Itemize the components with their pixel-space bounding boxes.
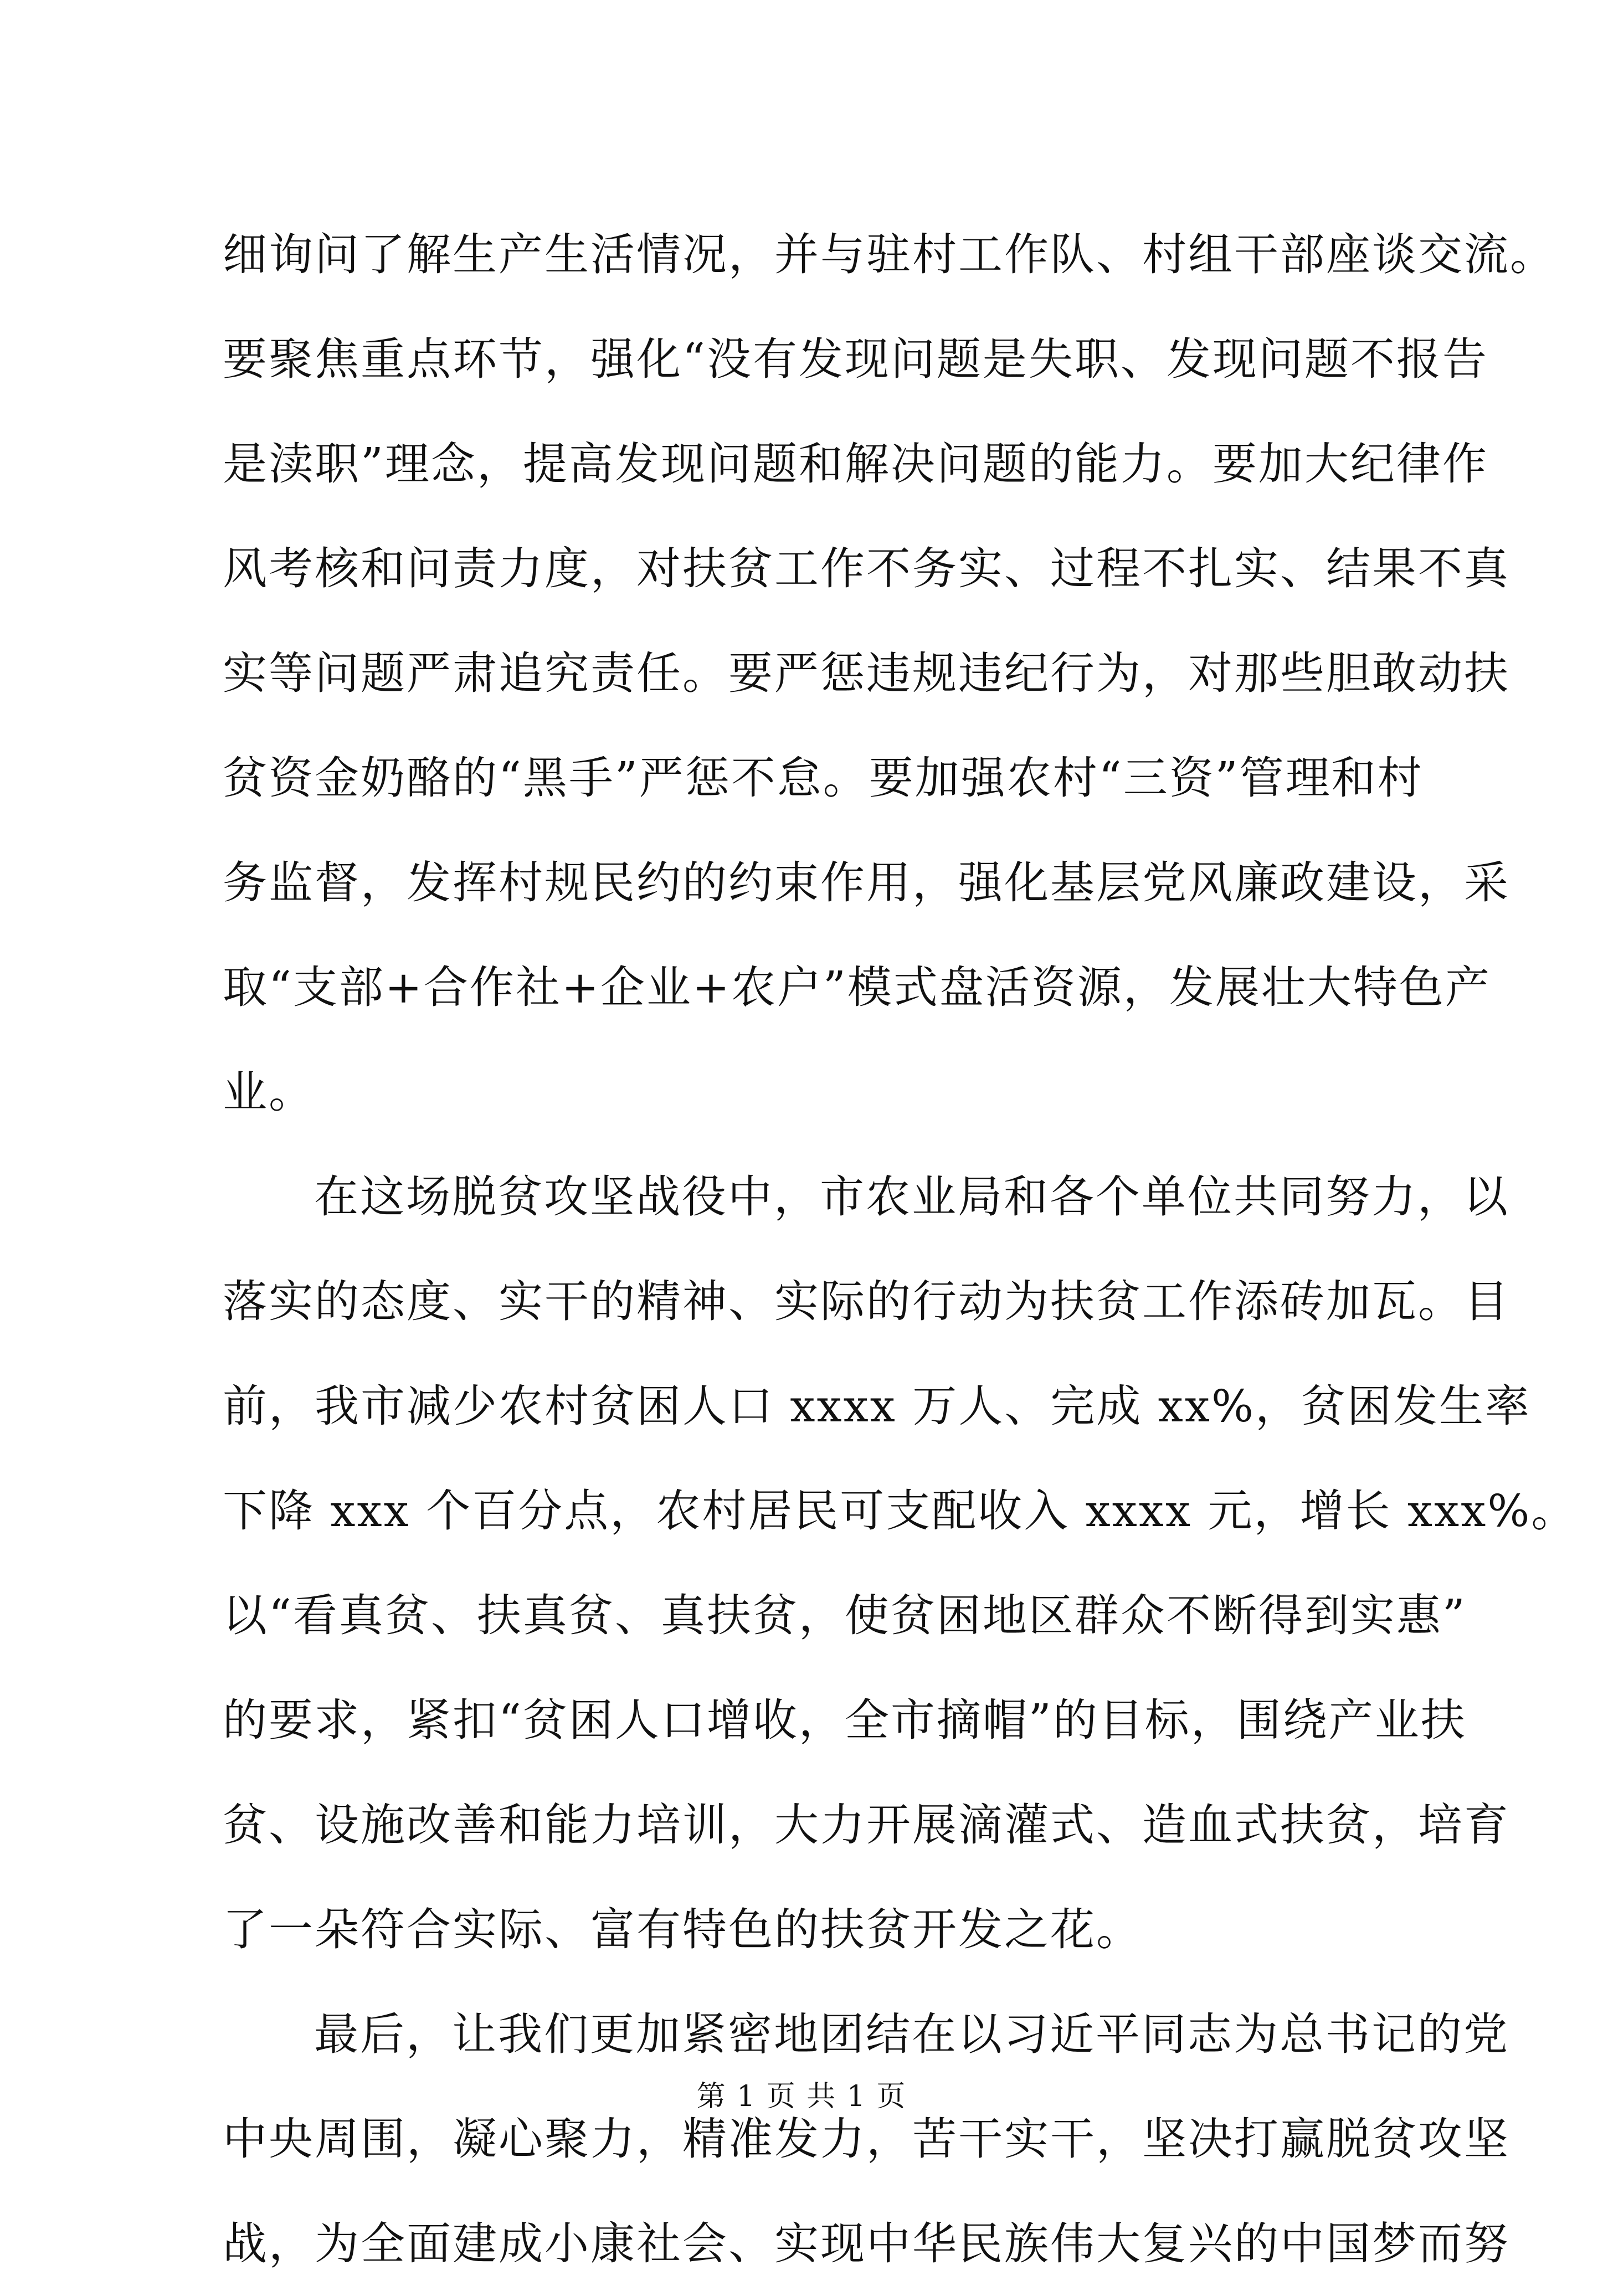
paragraph-1-line-1: 细询问了解生产生活情况，并与驻村工作队、村组干部座谈交流。 — [223, 229, 1556, 280]
paragraph-2-line-3: 前，我市减少农村贫困人口 xxxx 万人、完成 xx%，贫困发生率 — [223, 1380, 1532, 1432]
paragraph-2-line-7: 贫、设施改善和能力培训，大力开展滴灌式、造血式扶贫，培育 — [223, 1799, 1510, 1851]
paragraph-1-line-5: 实等问题严肃追究责任。要严惩违规违纪行为，对那些胆敢动扶 — [223, 648, 1510, 699]
paragraph-3-line-3: 战，为全面建成小康社会、实现中华民族伟大复兴的中国梦而努 — [223, 2218, 1510, 2269]
paragraph-3-line-2: 中央周围，凝心聚力，精准发力，苦干实干，坚决打赢脱贫攻坚 — [223, 2113, 1510, 2165]
page-footer: 第 1 页 共 1 页 — [696, 2080, 907, 2113]
paragraph-2-line-8: 了一朵符合实际、富有特色的扶贫开发之花。 — [223, 1904, 1142, 1955]
body-text — [223, 202, 1578, 2296]
paragraph-1-line-2: 要聚焦重点环节，强化“没有发现问题是失职、发现问题不报告 — [223, 333, 1488, 385]
paragraph-1-line-7: 务监督，发挥村规民约的约束作用，强化基层党风廉政建设，采 — [223, 857, 1510, 908]
paragraph-1-line-4: 风考核和问责力度，对扶贫工作不务实、过程不扎实、结果不真 — [223, 543, 1510, 594]
paragraph-2-line-2: 落实的态度、实干的精神、实际的行动为扶贫工作添砖加瓦。目 — [223, 1276, 1510, 1327]
paragraph-3-line-1: 最后，让我们更加紧密地团结在以习近平同志为总书记的党 — [314, 2009, 1509, 2060]
paragraph-2-line-4: 下降 xxx 个百分点，农村居民可支配收入 xxxx 元，增长 xxx%。 — [223, 1485, 1578, 1537]
paragraph-1-line-9: 业。 — [223, 1066, 315, 1118]
paragraph-2-line-1: 在这场脱贫攻坚战役中，市农业局和各个单位共同努力，以 — [314, 1171, 1509, 1223]
paragraph-1-line-3: 是渎职”理念，提高发现问题和解决问题的能力。要加大纪律作 — [223, 438, 1488, 490]
paragraph-1-line-8: 取“支部+合作社+企业+农户”模式盘活资源，发展壮大特色产 — [223, 962, 1491, 1013]
paragraph-2-line-5: 以“看真贫、扶真贫、真扶贫，使贫困地区群众不断得到实惠” — [223, 1590, 1467, 1641]
paragraph-1-line-6: 贫资金奶酪的“黑手”严惩不怠。要加强农村“三资”管理和村 — [223, 752, 1424, 804]
paragraph-2-line-6: 的要求，紧扣“贫困人口增收，全市摘帽”的目标，围绕产业扶 — [223, 1694, 1467, 1746]
